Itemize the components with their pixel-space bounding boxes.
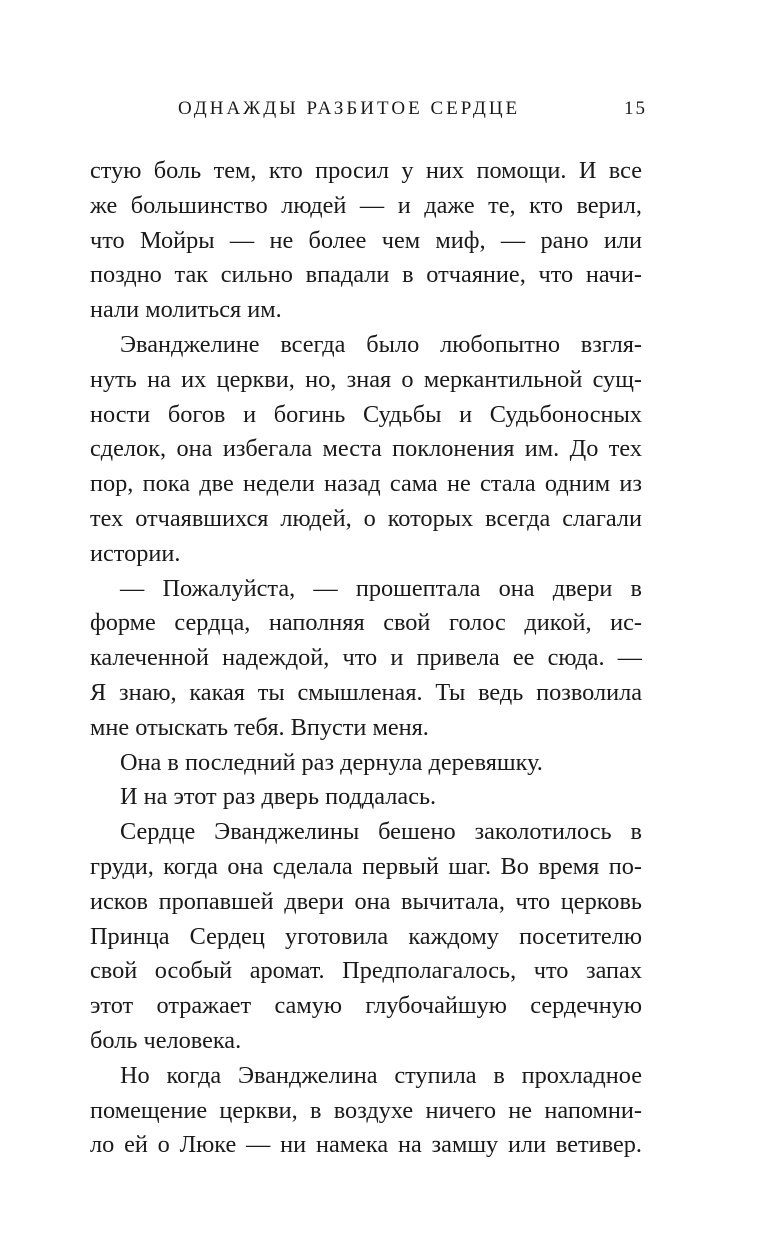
text-line: ло ей о Люке — ни намека на замшу или ветивер.	[90, 1131, 642, 1159]
text-line: И на этот раз дверь поддалась.	[120, 783, 437, 811]
text-line: Я знаю, какая ты смышленая. Ты ведь позволила	[90, 678, 642, 706]
text-line: форме сердца, наполняя свой голос дикой, ис-	[90, 609, 642, 637]
text-line: ности богов и богинь Судьбы и Судьбоносных	[90, 400, 642, 428]
text-line: что Мойры — не более чем миф, — рано или	[90, 226, 642, 254]
body-text	[90, 154, 642, 1163]
running-title: ОДНАЖДЫ РАЗБИТОЕ СЕРДЦЕ	[178, 98, 521, 119]
text-line: помещение церкви, в воздухе ничего не напомни-	[90, 1096, 642, 1124]
text-line: стую боль тем, кто просил у них помощи. И все	[90, 157, 642, 184]
text-line: Она в последний раз дернула деревяшку.	[120, 748, 543, 776]
text-line: свой особый аромат. Предполагалось, что запах	[90, 957, 642, 985]
text-line: мне отыскать тебя. Впусти меня.	[90, 713, 429, 741]
text-line: Принца Сердец уготовила каждому посетителю	[90, 922, 642, 950]
text-line: этот отражает самую глубочайшую сердечную	[90, 992, 642, 1020]
text-line: пор, пока две недели назад сама не стала одним из	[90, 470, 642, 498]
text-line: нуть на их церкви, но, зная о меркантильной сущ-	[90, 365, 642, 393]
text-line: Но когда Эванджелина ступила в прохладное	[120, 1061, 642, 1089]
text-line: исков пропавшей двери она вычитала, что церковь	[90, 887, 642, 915]
text-line: Сердце Эванджелины бешено заколотилось в	[120, 818, 642, 846]
text-line: боль человека.	[90, 1026, 242, 1054]
text-line: поздно так сильно впадали в отчаяние, что начи-	[90, 261, 642, 289]
text-line: — Пожалуйста, — прошептала она двери в	[120, 574, 642, 602]
page-number: 15	[624, 98, 647, 119]
text-line: сделок, она избегала места поклонения им. До тех	[90, 435, 642, 463]
text-line: же большинство людей — и даже те, кто верил,	[90, 191, 642, 219]
text-line: груди, когда она сделала первый шаг. Во время по-	[90, 852, 642, 880]
text-line: Эванджелине всегда было любопытно взгля-	[120, 330, 642, 358]
text-line: нали молиться им.	[90, 296, 282, 324]
text-line: калеченной надеждой, что и привела ее сюда. —	[90, 644, 642, 672]
text-line: истории.	[90, 539, 181, 567]
text-line: тех отчаявшихся людей, о которых всегда слагали	[90, 504, 642, 532]
